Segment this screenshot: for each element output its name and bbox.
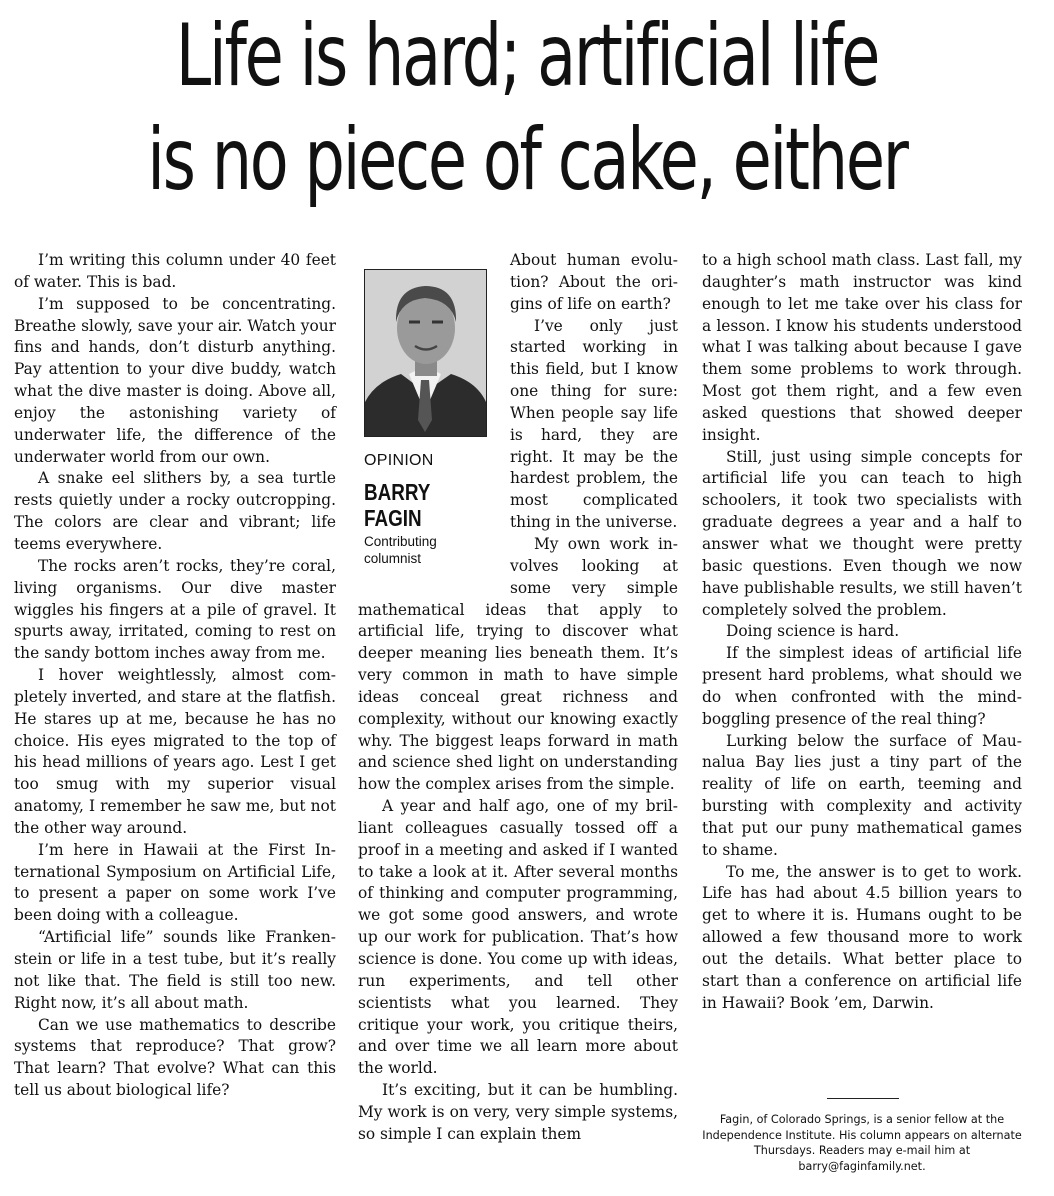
paragraph: The rocks aren’t rocks, they’re coral, living organisms. Our dive master wiggles his fingers at a pile of gravel. It spurts away, irritated, coming to rest on the sandy bottom inches away from me. bbox=[14, 556, 336, 663]
headline-line-1: Life is hard; artificial life bbox=[175, 6, 879, 106]
paragraph: to a high school math class. Last fall, my daughter’s math instructor was kind enough to let me take over his class for a lesson. I know his students understood what I was talking about because I gave them some problems to work through. Most got them right, and a few even asked questions that showed deeper insight. bbox=[702, 251, 1022, 444]
paragraph: To me, the answer is to get to work. Life has had about 4.5 billion years to get to where it is. Humans ought to be allowed a few thousand more to work out the details. What better place to start than a conference on artificial life in Hawaii? Book ’em, Darwin. bbox=[702, 862, 1022, 1012]
author-role-line-1: Contributing bbox=[364, 534, 437, 549]
article-column-2 bbox=[358, 250, 678, 1146]
author-name bbox=[364, 479, 477, 531]
paragraph: A year and half ago, one of my brilliant colleagues casually tossed off a proof in a meeting and asked if I wanted to take a look at it. After several months of thinking and computer programming, we got some good answers, and wrote up our work for publication. That’s how science is done. You come up with ideas, run experiments, and tell other scientists what you learned. They critique your work, you critique theirs, and over time we all learn more about the world. bbox=[358, 797, 678, 1078]
article-column-1 bbox=[14, 250, 336, 1102]
paragraph: Can we use mathematics to describe systems that reproduce? That grow? That learn? That evolve? What can this tell us about biological life? bbox=[14, 1015, 336, 1100]
author-last-name: FAGIN bbox=[364, 505, 422, 531]
paragraph: Doing science is hard. bbox=[726, 622, 900, 641]
headline-line-2: is no piece of cake, either bbox=[147, 110, 907, 210]
author-first-name: BARRY bbox=[364, 479, 431, 505]
paragraph: My own work involves looking at some very simple mathematical ideas that apply to artificial life, trying to discover what deeper meaning lies beneath them. It’s very common in math to have simple ideas conceal great richness and complexity, without our knowing exactly why. The biggest leaps forward in math and science shed light on understanding how the complex arises from the simple. bbox=[358, 534, 678, 794]
paragraph: I hover weightlessly, almost completely inverted, and stare at the flatfish. He stares up at me, because he has no choice. His eyes migrated to the top of his head millions of years ago. Lest I get too smug with my superior visual anatomy, I remember he saw me, but not the other way around. bbox=[14, 666, 336, 837]
paragraph: If the simplest ideas of artificial life present hard problems, what should we do when confronted with the mind-boggling presence of the real thing? bbox=[702, 644, 1022, 728]
paragraph: I’m writing this column under 40 feet of water. This is bad. bbox=[14, 251, 336, 291]
author-role bbox=[364, 533, 502, 567]
paragraph: A snake eel slithers by, a sea turtle rests quietly under a rocky outcropping. The colors are clear and vibrant; life teems everywhere. bbox=[14, 469, 336, 553]
paragraph: About human evolution? About the origins of life on earth? bbox=[510, 251, 678, 313]
byline-box bbox=[356, 250, 502, 582]
paragraph: I’m supposed to be concentrating. Breathe slowly, save your air. Watch your fins and hands, don’t disturb anything. Pay attention to your dive buddy, watch what the dive master is doing. Above all, enjoy the astonishing variety of underwater life, the difference of the underwater world from our own. bbox=[14, 294, 336, 466]
author-role-line-2: columnist bbox=[364, 551, 422, 566]
paragraph: “Artificial life” sounds like Frankenstein or life in a test tube, but it’s really not like that. The field is still too new. Right now, it’s all about math. bbox=[14, 928, 336, 1012]
headline bbox=[137, 4, 917, 212]
article-column-3 bbox=[702, 250, 1022, 1015]
paragraph: I’ve only just started working in this field, but I know one thing for sure: When people say life is hard, they are right. It may be the hardest problem, the most complicated thing in the universe. bbox=[510, 316, 678, 532]
paragraph: Still, just using simple concepts for artificial life you can teach to high schoolers, it took two specialists with graduate degrees a year and a half to answer what we thought were pretty basic questions. Even though we now have publishable results, we still haven’t completely solved the problem. bbox=[702, 447, 1022, 619]
author-headshot-icon bbox=[364, 269, 487, 437]
section-label: OPINION bbox=[364, 452, 434, 469]
author-bio: Fagin, of Colorado Springs, is a senior fellow at the Independence Institute. His column appears on alternate Thursdays. Readers may e-mail him at barry@faginfamily.net. bbox=[702, 1113, 1022, 1173]
divider bbox=[827, 1098, 899, 1099]
paragraph: Lurking below the surface of Maunalua Bay lies just a tiny part of the reality of life on earth, teeming and bursting with complexity and activity that put our puny mathematical games to shame. bbox=[702, 731, 1022, 859]
paragraph: It’s exciting, but it can be humbling. My work is on very, very simple systems, so simple I can explain them bbox=[358, 1081, 678, 1143]
paragraph: I’m here in Hawaii at the First International Symposium on Artificial Life, to present a paper on some work I’ve been doing with a colleague. bbox=[14, 840, 336, 925]
